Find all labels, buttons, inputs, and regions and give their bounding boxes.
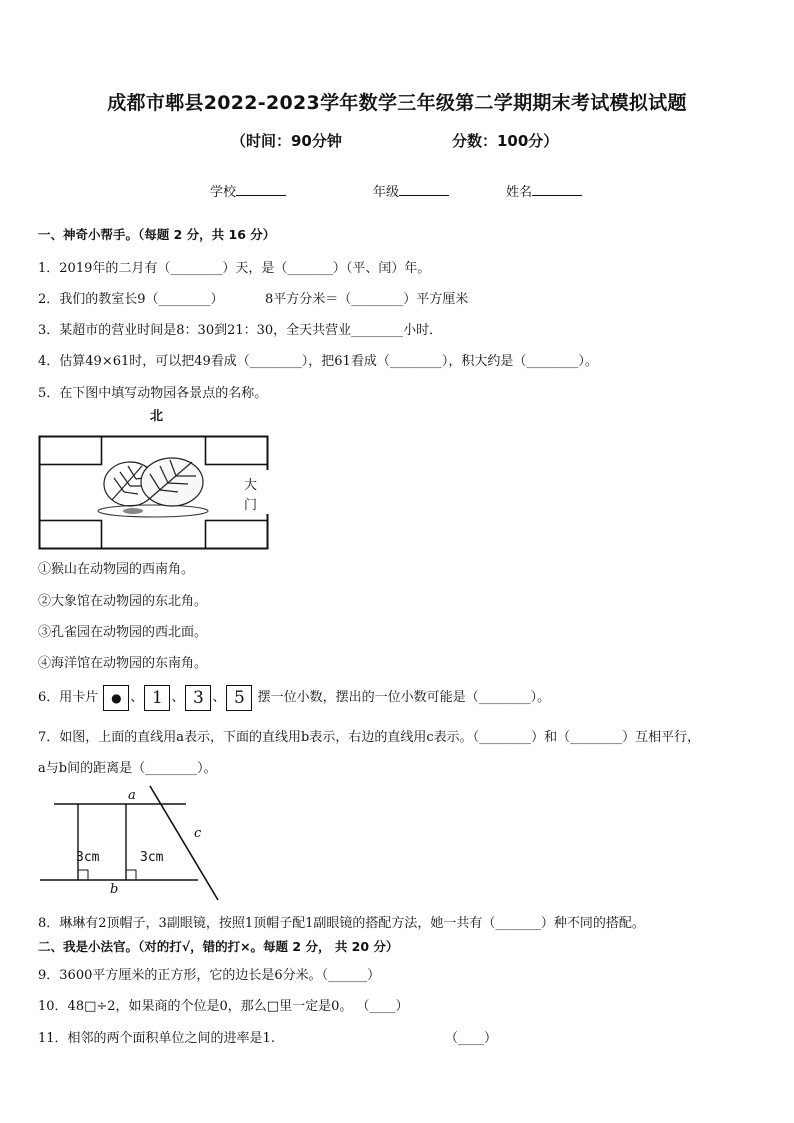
question-6-suffix: 摆一位小数，摆出的一位小数可能是（________）。 [257,690,551,705]
question-6 [38,684,550,712]
exam-time: （时间：90分钟 [231,132,342,150]
figure-label-b: b [110,882,119,897]
tree-right [141,458,203,506]
figure-label-c: c [194,826,202,841]
line-c [150,786,218,900]
figure-length-2: 3cm [140,850,164,865]
question-2b: 8平方分米＝（________）平方厘米 [265,292,469,307]
card-separator: 、 [130,690,144,705]
section-1-heading: 一、神奇小帮手。（每题 2 分，共 16 分） [38,227,276,242]
question-5-clue-3: ③孔雀园在动物园的西北面。 [38,625,208,640]
grade-field[interactable] [373,181,449,200]
right-angle-mark-1 [78,870,88,880]
question-5: 5．在下图中填写动物园各景点的名称。 [38,386,268,401]
question-5-clue-1: ①猴山在动物园的西南角。 [38,562,195,577]
card-separator: 、 [171,690,185,705]
name-field[interactable] [506,181,582,200]
page-title: 成都市郫县2022-2023学年数学三年级第二学期期末考试模拟试题 [107,92,687,114]
card-5: 5 [226,685,252,711]
map-north-label: 北 [150,409,164,424]
zoo-map-figure [38,434,270,552]
grade-blank[interactable] [399,181,449,196]
question-5-clue-4: ④海洋馆在动物园的东南角。 [38,656,208,671]
card-decimal-point: ● [103,685,129,711]
map-se-box [206,521,268,549]
map-gate-char-1: 大 [244,478,258,493]
question-7-line-2: a与b间的距离是（________）。 [38,761,217,776]
name-label: 姓名 [506,185,533,200]
school-field[interactable] [210,181,286,200]
question-8: 8．琳琳有2顶帽子，3副眼镜，按照1顶帽子配1副眼镜的搭配方法，她一共有（_______）种不同的搭配。 [38,916,645,931]
question-3: 3．某超市的营业时间是8：30到21：30，全天共营业________小时． [38,323,443,338]
question-1: 1．2019年的二月有（________）天，是（_______）（平、闰）年。 [38,261,431,276]
map-sw-box [40,521,102,549]
figure-length-1: 3cm [76,850,100,865]
pond-rock [123,508,143,514]
map-nw-box [40,437,102,465]
question-4: 4．估算49×61时，可以把49看成（________），把61看成（________），积大约是（________）。 [38,354,598,369]
map-ne-box [206,437,268,465]
pond-outline [98,505,208,517]
card-3: 3 [185,685,211,711]
question-10: 10．48□÷2，如果商的个位是0，那么□里一定是0。 （____） [38,999,409,1014]
section-2-heading: 二、我是小法官。（对的打√，错的打×。每题 2 分， 共 20 分） [38,939,399,954]
school-label: 学校 [210,185,237,200]
exam-score: 分数：100分） [452,132,559,150]
school-blank[interactable] [236,181,286,196]
question-5-clue-2: ②大象馆在动物园的东北角。 [38,594,208,609]
figure-label-a: a [128,788,136,803]
card-separator: 、 [212,690,226,705]
question-6-prefix: 6．用卡片 [38,690,99,705]
question-7-line-1: 7．如图，上面的直线用a表示，下面的直线用b表示，右边的直线用c表示。（________）和（________）互相平行， [38,730,701,745]
question-11-answer-blank[interactable]: （____） [445,1031,498,1046]
grade-label: 年级 [373,185,400,200]
question-2a: 2．我们的教室长9（________） [38,292,224,307]
card-1: 1 [144,685,170,711]
name-blank[interactable] [532,181,582,196]
right-angle-mark-2 [126,870,136,880]
question-9: 9．3600平方厘米的正方形，它的边长是6分米。（______） [38,968,381,983]
question-11: 11．相邻的两个面积单位之间的进率是1. [38,1031,275,1046]
map-gate-char-2: 门 [244,498,258,513]
